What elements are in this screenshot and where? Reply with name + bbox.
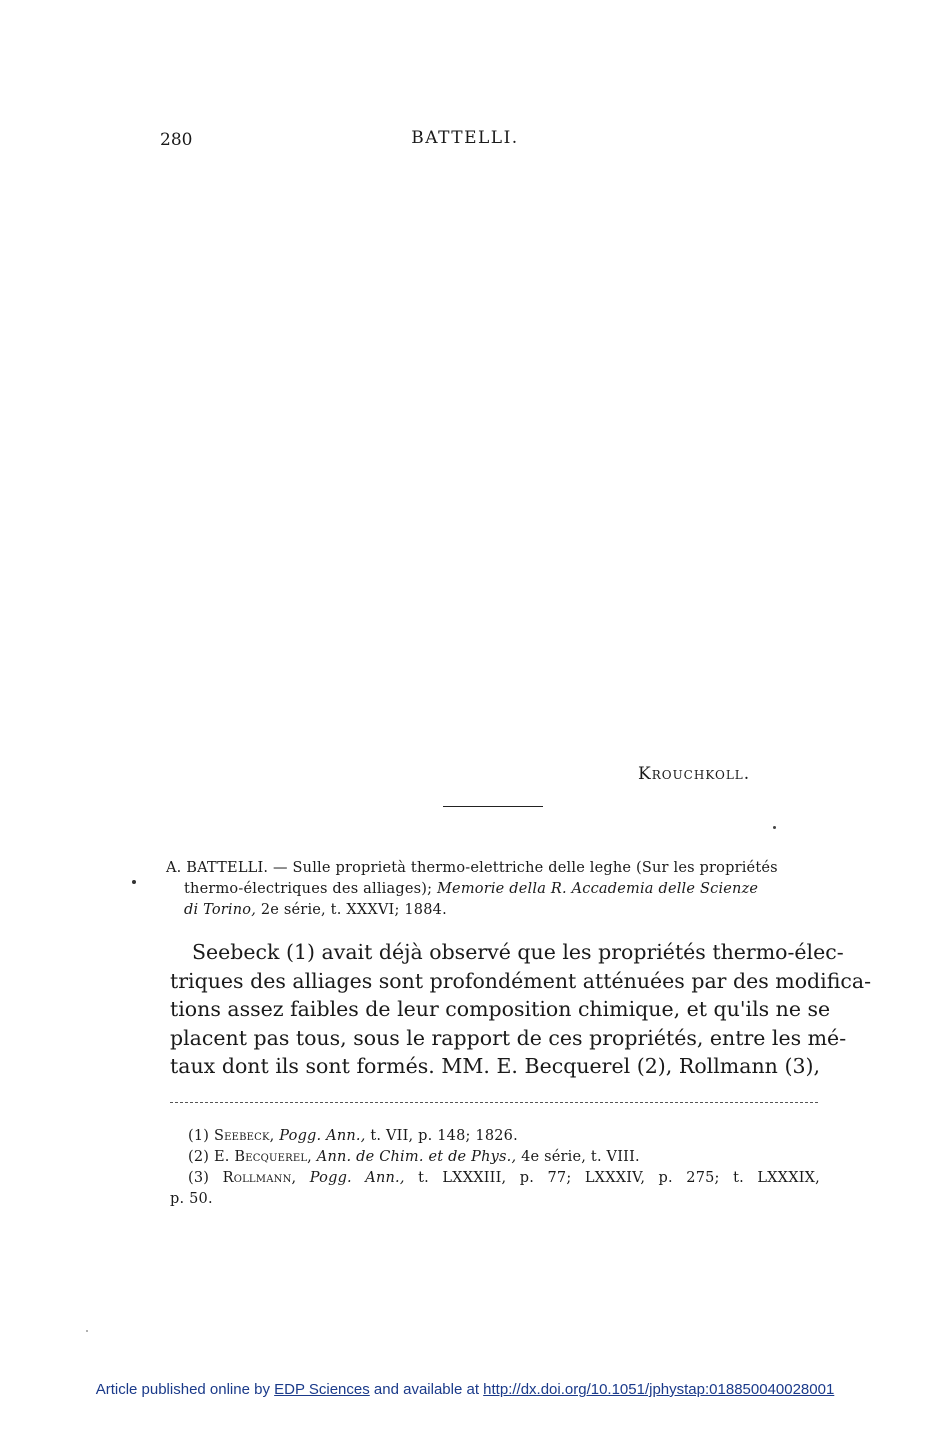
footnote-author: Seebeck, — [213, 1128, 275, 1144]
footnote-2 — [170, 1147, 820, 1168]
footnote-1 — [170, 1126, 820, 1147]
reference-journal-cont: di Torino, — [184, 902, 257, 918]
footnotes — [170, 1126, 820, 1210]
body-line: triques des alliages sont profondément atténuées par des modifica- — [170, 968, 872, 993]
reference-line-3 — [166, 900, 818, 921]
footnote-details: 4e série, t. VIII. — [516, 1149, 640, 1165]
footnote-author: E. Becquerel, — [213, 1149, 312, 1165]
body-line: tions assez faibles de leur composition chimique, et qu'ils ne se — [170, 997, 831, 1021]
body-line: taux dont ils sont formés. MM. E. Becquerel (2), Rollmann (3), — [170, 1054, 820, 1078]
page-number: 280 — [160, 130, 193, 150]
reference-line-1 — [166, 858, 818, 879]
speck-mark — [773, 826, 776, 829]
reference-volume: 2e série, t. XXXVI; 1884. — [256, 902, 447, 918]
running-head: BATTELLI. — [411, 128, 519, 148]
footnote-mark: (3) — [188, 1170, 223, 1186]
footnote-author: Rollmann, — [222, 1170, 297, 1186]
reference-title-cont: thermo-électriques des alliages); — [184, 881, 437, 897]
footnote-journal: Pogg. Ann., — [274, 1128, 366, 1144]
body-line: placent pas tous, sous le rapport de ces propriétés, entre les mé- — [170, 1025, 847, 1050]
footnote-journal: Pogg. Ann., — [296, 1170, 405, 1186]
footnote-3 — [170, 1168, 820, 1189]
body-paragraph — [170, 938, 872, 1081]
footnote-journal: Ann. de Chim. et de Phys., — [311, 1149, 517, 1165]
body-line: Seebeck (1) avait déjà observé que les propriétés thermo-élec- — [192, 940, 844, 964]
banner-middle: and available at — [369, 1381, 484, 1398]
section-divider — [443, 806, 543, 807]
banner-prefix: Article published online by — [95, 1381, 275, 1398]
publication-banner — [0, 1381, 930, 1398]
footnote-details: t. LXXXIII, p. 77; LXXXIV, p. 275; t. LXXXIX, — [404, 1170, 820, 1186]
reference-journal: Memorie della R. Accademia delle Scienze — [437, 881, 759, 897]
edp-sciences-link[interactable]: EDP Sciences — [274, 1381, 370, 1398]
doi-link[interactable]: http://dx.doi.org/10.1051/jphystap:018850040028001 — [483, 1381, 835, 1398]
footnote-mark: (1) — [188, 1128, 214, 1144]
reference-line-2 — [166, 879, 818, 900]
footnote-mark: (2) — [188, 1149, 214, 1165]
speck-mark — [86, 1330, 88, 1332]
bullet-mark — [132, 880, 136, 884]
reference-title: — Sulle proprietà thermo-elettriche delle leghe (Sur les propriétés — [268, 860, 778, 876]
article-reference — [166, 858, 818, 921]
footnote-3-continuation: p. 50. — [170, 1191, 213, 1207]
author-signature: Kroucнkoll. — [638, 764, 751, 784]
footnote-details: t. VII, p. 148; 1826. — [365, 1128, 518, 1144]
reference-author: A. BATTELLI. — [166, 860, 269, 876]
footnote-rule — [170, 1102, 818, 1103]
